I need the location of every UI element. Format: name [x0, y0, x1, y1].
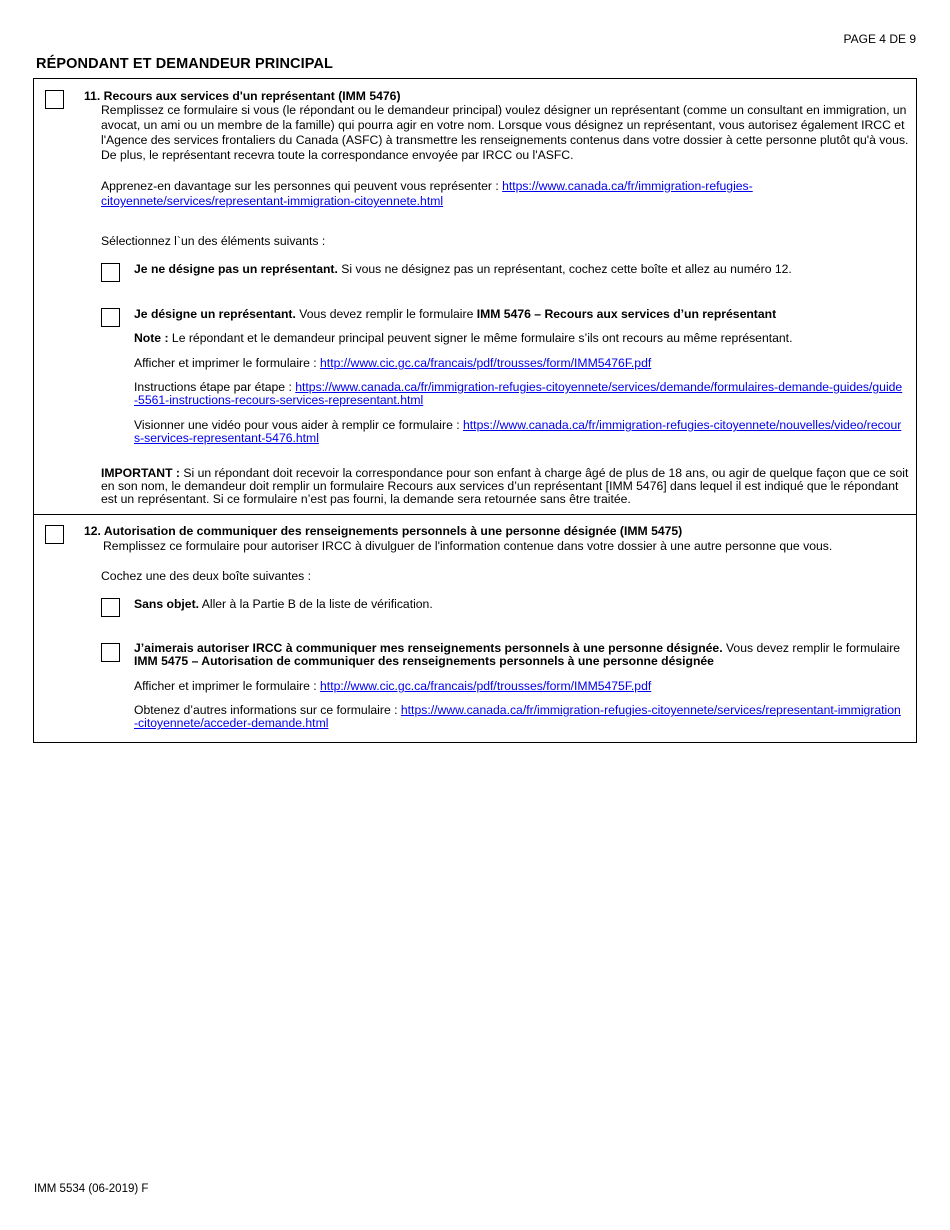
item11-step-instructions — [134, 381, 904, 407]
representative-text: Vous devez remplir le formulaire — [295, 307, 477, 321]
no-representative-option — [134, 262, 924, 277]
representative-checkbox[interactable] — [101, 308, 120, 327]
form-footer-code: IMM 5534 (06-2019) F — [34, 1183, 149, 1195]
item11-description: Remplissez ce formulaire si vous (le répondant ou le demandeur principal) voulez désigner un représentant (comme un consultant en immigration, un avocat, un ami ou un membre de la famille) qui pourra agir en votre nom. Lorsque vous désignez un représentant, vous autorisez également IRCC et l'Agence des services frontaliers du Canada (ASFC) à transmettre les renseignements contenus dans votre dossier à cette personne plutôt qu'à vous. De plus, le représentant recevra toute la correspondance envoyée par IRCC ou l'ASFC. — [101, 103, 909, 162]
representative-option — [134, 307, 924, 322]
no-representative-label: Je ne désigne pas un représentant. — [134, 262, 338, 276]
item11-important — [101, 467, 909, 506]
authorize-disclosure-form-name: IMM 5475 – Autorisation de communiquer des renseignements personnels à une personne désignée — [134, 654, 714, 668]
important-text: Si un répondant doit recevoir la correspondance pour son enfant à charge âgé de plus de 18 ans, ou agir de quelque façon que ce soit en son nom, le demandeur doit remplir un formulaire Recours aux services d’un représentant [IMM 5476] dans lequel il est indiqué que le répondant est un représentant. Si ce formulaire n’est pas fourni, la demande sera retournée sans être traitée. — [101, 466, 909, 506]
note-label: Note : — [134, 331, 169, 345]
item12-checkbox[interactable] — [45, 525, 64, 544]
item12-description: Remplissez ce formulaire pour autoriser IRCC à divulguer de l'information contenue dans votre dossier à une autre personne que vous. — [103, 539, 833, 553]
item11-learn-more — [101, 179, 891, 209]
representative-label: Je désigne un représentant. — [134, 307, 296, 321]
item11-note — [134, 331, 924, 346]
print-prefix-12: Afficher et imprimer le formulaire : — [134, 679, 321, 693]
steps-prefix: Instructions étape par étape : — [134, 380, 296, 394]
authorize-disclosure-text: Vous devez remplir le formulaire — [722, 641, 901, 655]
not-applicable-text: Aller à la Partie B de la liste de vérification. — [199, 597, 433, 611]
learn-more-prefix: Apprenez-en davantage sur les personnes qui peuvent vous représenter : — [101, 179, 503, 193]
not-applicable-label: Sans objet. — [134, 597, 200, 611]
item11-title: 11. Recours aux services d'un représentant (IMM 5476) — [84, 89, 401, 103]
section-title: RÉPONDANT ET DEMANDEUR PRINCIPAL — [36, 56, 333, 72]
page-number: PAGE 4 DE 9 — [843, 32, 916, 46]
item12-print-form — [134, 679, 924, 694]
imm5475-pdf-link[interactable]: http://www.cic.gc.ca/francais/pdf/trousses/form/IMM5475F.pdf — [320, 679, 652, 693]
note-text: Le répondant et le demandeur principal peuvent signer le même formulaire s’ils ont recours au même représentant. — [168, 331, 793, 345]
video-link[interactable]: https://www.canada.ca/fr/immigration-refugies-citoyennete/nouvelles/video/recours-services-representant-5476.html — [134, 418, 902, 445]
steps-guide-link[interactable]: https://www.canada.ca/fr/immigration-refugies-citoyennete/services/demande/formulaires-demande-guides/guide-5561-instructions-recours-services-representant.html — [134, 380, 903, 407]
authorize-disclosure-checkbox[interactable] — [101, 643, 120, 662]
imm5476-pdf-link[interactable]: http://www.cic.gc.ca/francais/pdf/trousses/form/IMM5476F.pdf — [320, 356, 652, 370]
print-prefix: Afficher et imprimer le formulaire : — [134, 356, 321, 370]
section-divider — [34, 514, 916, 515]
authorize-disclosure-label: J’aimerais autoriser IRCC à communiquer mes renseignements personnels à une personne désignée. — [134, 641, 723, 655]
item11-select-prompt: Sélectionnez l`un des éléments suivants : — [101, 234, 326, 248]
item11-checkbox[interactable] — [45, 90, 64, 109]
info-prefix: Obtenez d’autres informations sur ce formulaire : — [134, 703, 401, 717]
access-application-link[interactable]: https://www.canada.ca/fr/immigration-refugies-citoyennete/services/representant-immigration-citoyennete/acceder-demande.html — [134, 703, 901, 730]
item11-video — [134, 419, 904, 445]
video-prefix: Visionner une vidéo pour vous aider à remplir ce formulaire : — [134, 418, 464, 432]
authorize-disclosure-option — [134, 642, 904, 668]
item11-print-form — [134, 356, 924, 371]
checklist-frame — [33, 78, 917, 743]
item12-more-info — [134, 704, 904, 730]
not-applicable-option — [134, 597, 924, 612]
learn-more-link[interactable]: https://www.canada.ca/fr/immigration-refugies-citoyennete/services/representant-immigration-citoyennete.html — [101, 179, 753, 208]
no-representative-text: Si vous ne désignez pas un représentant, cochez cette boîte et allez au numéro 12. — [337, 262, 792, 276]
not-applicable-checkbox[interactable] — [101, 598, 120, 617]
no-representative-checkbox[interactable] — [101, 263, 120, 282]
representative-form-name: IMM 5476 – Recours aux services d’un représentant — [476, 307, 777, 321]
important-label: IMPORTANT : — [101, 466, 180, 480]
item12-check-prompt: Cochez une des deux boîte suivantes : — [101, 569, 312, 583]
item12-title: 12. Autorisation de communiquer des renseignements personnels à une personne désignée (IMM 5475) — [84, 524, 683, 538]
